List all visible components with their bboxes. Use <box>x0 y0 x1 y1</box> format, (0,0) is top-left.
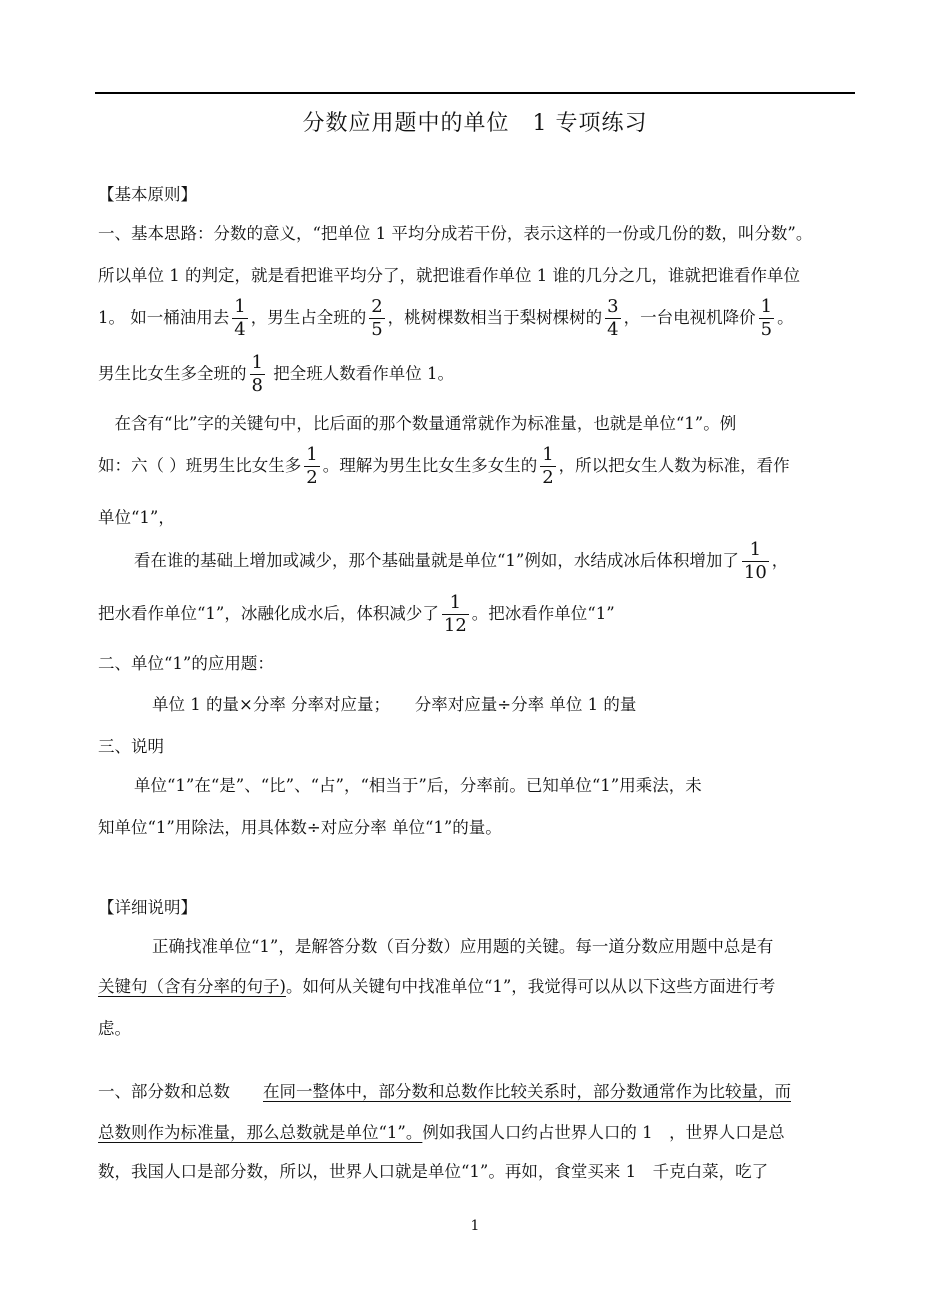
text-run: ，一台电视机降价 <box>623 308 756 327</box>
paragraph-line: 所以单位 1 的判定，就是看把谁平均分了，就把谁看作单位 1 谁的几分之几，谁就把谁看作单位 <box>98 266 800 285</box>
paragraph-line-with-fractions <box>98 354 454 395</box>
text-run: ，所以把女生人数为标准，看作 <box>558 456 790 475</box>
text-run: 。把冰看作单位“1” <box>471 604 615 623</box>
underlined-text: 总数则作为标准量，那么总数就是单位“1”。 <box>98 1123 423 1142</box>
text-run: ， <box>771 551 789 570</box>
text-run: 。如何从关键句中找准单位“1”，我觉得可以从以下这些方面进行考 <box>285 977 776 996</box>
text-run: 例如我国人口约占世界人口的 1 ，世界人口是总 <box>422 1123 785 1142</box>
text-run: 。理解为男生比女生多女生的 <box>322 456 538 475</box>
numerator: 2 <box>371 296 383 317</box>
text-run: 把水看作单位“1”，冰融化成水后，体积减少了 <box>98 604 439 623</box>
section-heading: 三、说明 <box>98 737 164 756</box>
header-rule <box>95 92 855 94</box>
text-run: 看在谁的基础上增加或减少，那个基础量就是单位“1”例如，水结成冰后体积增加了 <box>134 551 739 570</box>
fraction <box>742 541 769 582</box>
denominator: 8 <box>251 375 263 396</box>
denominator: 5 <box>760 319 773 340</box>
denominator: 2 <box>306 467 318 488</box>
paragraph-line-with-fractions <box>134 541 788 582</box>
paragraph-line: 虑。 <box>98 1019 131 1038</box>
paragraph-line: 在含有“比”字的关键句中，比后面的那个数量通常就作为标准量，也就是单位“1”。例 <box>98 414 737 433</box>
denominator: 5 <box>371 319 383 340</box>
page-number: 1 <box>470 1218 480 1234</box>
numerator: 1 <box>442 594 469 615</box>
paragraph-line <box>98 1125 785 1142</box>
denominator: 12 <box>443 615 467 636</box>
paragraph-line: 单位“1”， <box>98 508 175 527</box>
text-run: 。 <box>777 308 794 327</box>
denominator: 4 <box>607 319 619 340</box>
numerator: 1 <box>542 444 554 465</box>
underlined-text: 在同一整体中，部分数和总数作比较关系时，部分数通常作为比较量，而 <box>263 1082 791 1101</box>
numerator: 1 <box>742 541 769 562</box>
denominator: 10 <box>743 562 767 583</box>
text-run: 把全班人数看作单位 1。 <box>267 364 454 383</box>
paragraph-line: 正确找准单位“1”，是解答分数（百分数）应用题的关键。每一道分数应用题中总是有 <box>152 937 774 956</box>
text-run: ，男生占全班的 <box>250 308 367 327</box>
paragraph-line-with-fractions <box>98 298 794 339</box>
text-run: 如：六（ ）班男生比女生多 <box>98 456 302 475</box>
paragraph-line-with-fractions <box>98 446 790 487</box>
paragraph-line: 数，我国人口是部分数，所以，世界人口就是单位“1”。再如，食堂买来 1 千克白菜，吃了 <box>98 1162 769 1181</box>
page-title: 分数应用题中的单位 1 专项练习 <box>302 111 648 136</box>
underlined-text: 关键句（含有分率的句子) <box>98 977 286 996</box>
fraction <box>540 446 555 487</box>
denominator: 4 <box>234 319 246 340</box>
fraction <box>605 298 620 339</box>
fraction <box>369 298 384 339</box>
paragraph-line: 单位 1 的量×分率 分率对应量； 分率对应量÷分率 单位 1 的量 <box>152 695 637 714</box>
section-heading: 二、单位“1”的应用题： <box>98 654 274 673</box>
fraction <box>442 594 469 635</box>
fraction <box>304 446 319 487</box>
numerator: 1 <box>306 444 318 465</box>
text-run: ，桃树棵数相当于梨树棵树的 <box>387 308 603 327</box>
section-heading-detail: 【详细说明】 <box>98 898 197 917</box>
numerator: 3 <box>607 296 619 317</box>
text-run: 1。 如一桶油用去 <box>98 308 230 327</box>
paragraph-line <box>98 979 775 996</box>
fraction <box>759 298 774 339</box>
text-run: 男生比女生多全班的 <box>98 364 247 383</box>
numerator: 1 <box>234 296 246 317</box>
paragraph-line <box>98 1084 791 1101</box>
paragraph-line: 一、基本思路：分数的意义，“把单位 1 平均分成若干份，表示这样的一份或几份的数，叫分数”。 <box>98 224 813 243</box>
paragraph-line: 知单位“1”用除法，用具体数÷对应分率 单位“1”的量。 <box>98 818 502 837</box>
text-run: 一、部分数和总数 <box>98 1082 263 1101</box>
numerator: 1 <box>760 296 773 317</box>
fraction <box>232 298 247 339</box>
paragraph-line-with-fractions <box>98 594 615 635</box>
denominator: 2 <box>542 467 554 488</box>
fraction <box>250 354 265 395</box>
section-heading-basic: 【基本原则】 <box>98 185 197 204</box>
numerator: 1 <box>251 352 263 373</box>
paragraph-line: 单位“1”在“是”、“比”、“占”，“相当于”后，分率前。已知单位“1”用乘法，未 <box>134 776 702 795</box>
